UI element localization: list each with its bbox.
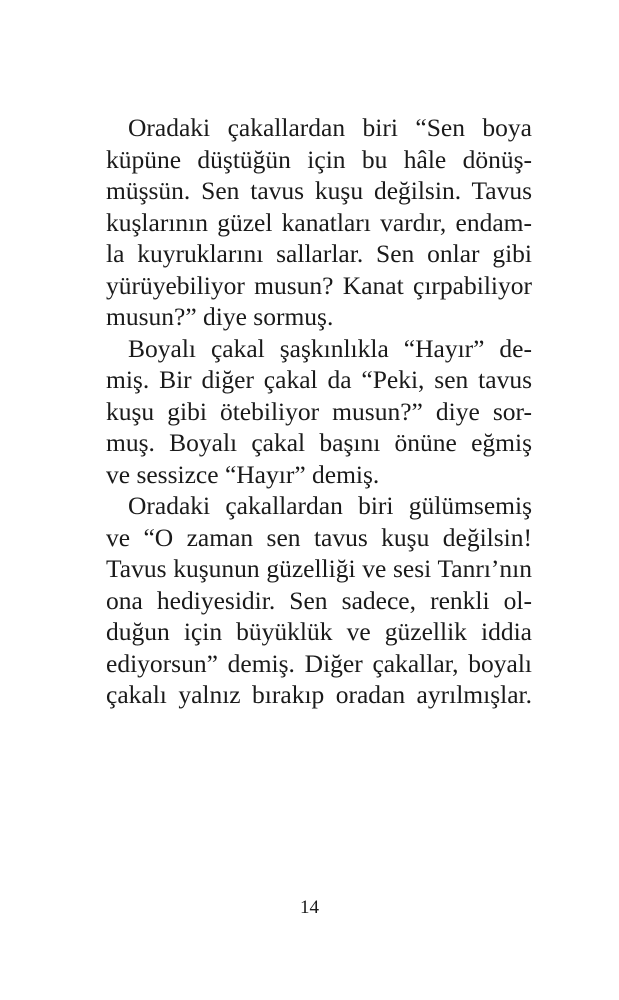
paragraph-3-line-4: ona hediyesidir. Sen sadece, renkli ol- [106, 585, 532, 615]
paragraph-3-line-6: ediyorsun” demiş. Diğer çakallar, boyalı [106, 648, 532, 678]
paragraph-2-line-2: miş. Bir diğer çakal da “Peki, sen tavus [106, 365, 532, 394]
page-number: 14 [300, 897, 319, 918]
paragraph-2-line-1: Boyalı çakal şaşkınlıkla “Hayır” de- [128, 333, 532, 363]
paragraph-3-line-1: Oradaki çakallardan biri gülümsemiş [128, 491, 532, 520]
paragraph-2-line-4: muş. Boyalı çakal başını önüne eğmiş [106, 428, 532, 457]
paragraph-1-line-6: yürüyebiliyor musun? Kanat çırpabiliyor [106, 270, 532, 300]
paragraph-1-line-2: küpüne düştüğün için bu hâle dönüş- [106, 144, 532, 174]
body-text [106, 112, 532, 711]
paragraph-1-line-7: musun?” diye sormuş. [106, 302, 334, 331]
paragraph-3-line-7: çakalı yalnız bırakıp oradan ayrılmışlar. [106, 680, 532, 709]
paragraph-2-line-5: ve sessizce “Hayır” demiş. [106, 459, 380, 489]
paragraph-3-line-2: ve “O zaman sen tavus kuşu değilsin! [106, 522, 532, 552]
paragraph-1-line-5: la kuyruklarını sallarlar. Sen onlar gibi [106, 239, 532, 268]
paragraph-1-line-1: Oradaki çakallardan biri “Sen boya [128, 113, 532, 142]
paragraph-2-line-3: kuşu gibi ötebiliyor musun?” diye sor- [106, 396, 532, 426]
paragraph-1-line-3: müşsün. Sen tavus kuşu değilsin. Tavus [106, 176, 532, 205]
paragraph-3-line-3: Tavus kuşunun güzelliği ve sesi Tanrı’nın [106, 554, 532, 583]
paragraph-3-line-5: duğun için büyüklük ve güzellik iddia [106, 617, 532, 646]
paragraph-1-line-4: kuşlarının güzel kanatları vardır, endam- [106, 207, 532, 237]
